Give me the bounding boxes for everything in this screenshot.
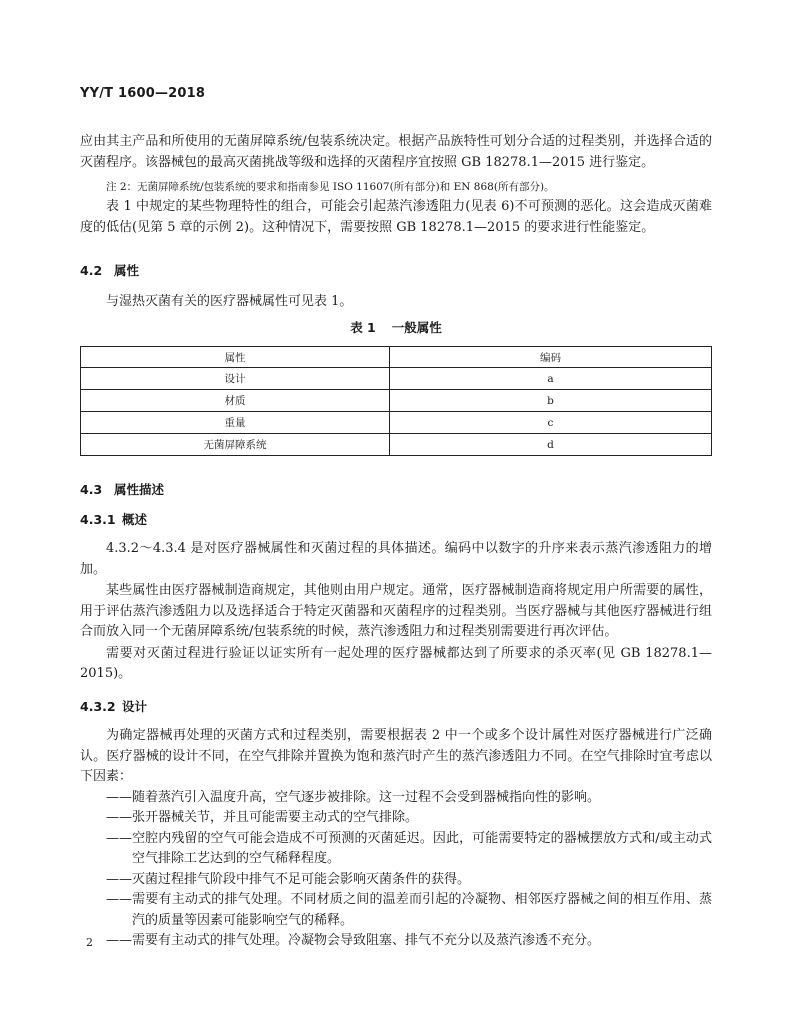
table-caption [80, 318, 712, 336]
attribute-cell: 重量 [81, 412, 390, 434]
section-number: 4.2 [80, 263, 103, 278]
section-title: 设计 [122, 699, 148, 714]
table-row [81, 390, 712, 412]
column-header-attribute: 属性 [81, 347, 390, 368]
section-4-3-1-paragraph-1: 4.3.2～4.3.4 是对医疗器械属性和灭菌过程的具体描述。编码中以数字的升序来表示蒸汽渗透阻力的增加。 [80, 541, 712, 577]
note-2: 注 2：无菌屏障系统/包装系统的要求和指南参见 ISO 11607(所有部分)和 EN 868(所有部分)。 [106, 181, 555, 193]
section-number: 4.3.2 [80, 699, 116, 714]
section-4-3-1 [80, 511, 712, 685]
table-caption-number: 表 1 [350, 320, 376, 335]
attribute-cell: 材质 [81, 390, 390, 412]
table-row [81, 368, 712, 390]
table-row [81, 412, 712, 434]
column-header-code: 编码 [390, 347, 712, 368]
section-4-2-heading [80, 262, 712, 280]
section-title: 概述 [122, 512, 148, 527]
page-number: 2 [86, 936, 93, 949]
section-4-3-heading [80, 481, 712, 499]
code-cell: b [390, 390, 712, 412]
table-row [81, 434, 712, 456]
table-caption-title: 一般属性 [391, 320, 442, 335]
attribute-cell: 无菌屏障系统 [81, 434, 390, 456]
list-item: —— 随着蒸汽引入温度升高，空气逐步被排除。这一过程不会受到器械指向性的影响。 [106, 788, 712, 809]
section-title: 属性描述 [114, 482, 165, 497]
attributes-table [80, 346, 712, 456]
list-item: —— 张开器械关节，并且可能需要主动式的空气排除。 [106, 808, 712, 829]
section-number: 4.3 [80, 482, 103, 497]
section-4-3 [80, 481, 712, 499]
section-4-3-1-paragraph-3: 需要对灭菌过程进行验证以证实所有一起处理的医疗器械都达到了所要求的杀灭率(见 GB 18278.1—2015)。 [80, 645, 712, 681]
section-4-3-2-paragraph: 为确定器械再处理的灭菌方式和过程类别，需要根据表 2 中一个或多个设计属性对医疗器械进行广泛确认。医疗器械的设计不同，在空气排除并置换为饱和蒸汽时产生的蒸汽渗透阻力不同。在空气排除时宜考虑以下因素： [80, 728, 712, 784]
table-1-block [80, 318, 712, 456]
section-4-3-2 [80, 698, 712, 952]
list-item: —— 灭菌过程排气阶段中排气不足可能会影响灭菌条件的获得。 [106, 870, 712, 891]
list-item: —— 空腔内残留的空气可能会造成不可预测的灭菌延迟。因此，可能需要特定的器械摆放方式和/或主动式空气排除工艺达到的空气稀释程度。 [106, 829, 712, 870]
code-cell: c [390, 412, 712, 434]
table-header-row [81, 347, 712, 368]
code-cell: d [390, 434, 712, 456]
code-cell: a [390, 368, 712, 390]
section-4-3-1-heading [80, 511, 712, 529]
standard-code-header: YY/T 1600—2018 [80, 86, 206, 101]
intro-paragraph-1: 应由其主产品和所使用的无菌屏障系统/包装系统决定。根据产品族特性可划分合适的过程类别，并选择合适的灭菌程序。该器械包的最高灭菌挑战等级和选择的灭菌程序宜按照 GB 18278.1—2015 进行鉴定。 [80, 134, 712, 170]
section-4-3-1-paragraph-2: 某些属性由医疗器械制造商规定，其他则由用户规定。通常，医疗器械制造商将规定用户所需要的属性，用于评估蒸汽渗透阻力以及选择适合于特定灭菌器和灭菌程序的过程类别。当医疗器械与其他医疗器械进行组合而放入同一个无菌屏障系统/包装系统的时候，蒸汽渗透阻力和过程类别需要进行再次评估。 [80, 583, 712, 639]
section-4-2 [80, 262, 712, 313]
attribute-cell: 设计 [81, 368, 390, 390]
section-title: 属性 [114, 263, 140, 278]
section-4-2-paragraph: 与湿热灭菌有关的医疗器械属性可见表 1。 [106, 294, 353, 309]
intro-block [80, 132, 712, 238]
list-item: —— 需要有主动式的排气处理。冷凝物会导致阻塞、排气不充分以及蒸汽渗透不充分。 [106, 931, 712, 952]
section-number: 4.3.1 [80, 512, 116, 527]
section-4-3-2-heading [80, 698, 712, 716]
intro-paragraph-2: 表 1 中规定的某些物理特性的组合，可能会引起蒸汽渗透阻力(见表 6)不可预测的恶化。这会造成灭菌难度的低估(见第 5 章的示例 2)。这种情况下，需要按照 GB 18278.1—2015 的要求进行性能鉴定。 [80, 199, 712, 235]
list-item: —— 需要有主动式的排气处理。不同材质之间的温差而引起的冷凝物、相邻医疗器械之间的相互作用、蒸汽的质量等因素可能影响空气的稀释。 [106, 890, 712, 931]
